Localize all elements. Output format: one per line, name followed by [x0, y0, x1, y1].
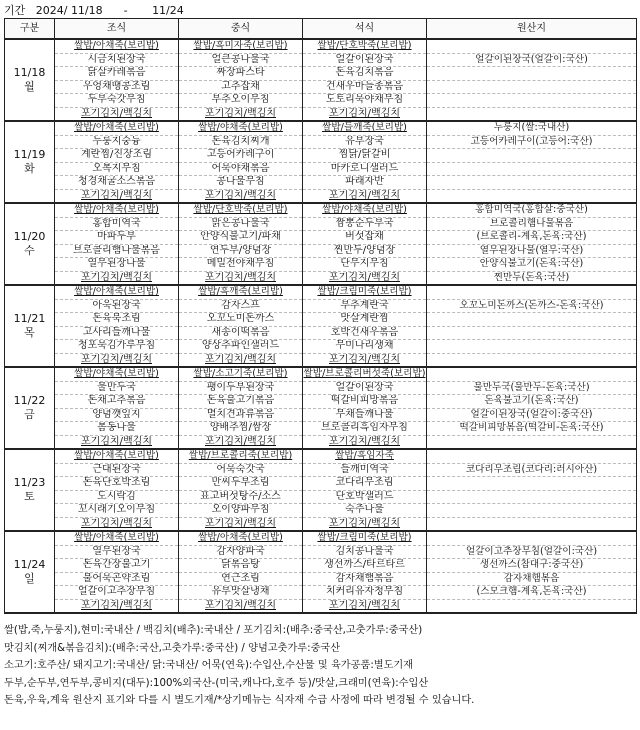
menu-cell: 쌀밥/야채죽(보리밥) — [303, 203, 427, 217]
table-row — [5, 326, 637, 340]
menu-cell: 만씨두부조림 — [179, 477, 303, 491]
menu-cell: 양상추파인샐러드 — [179, 340, 303, 354]
menu-cell: 양배추찜/쌈장 — [179, 422, 303, 436]
origin-cell: (브로콜리-계육,돈육:국산) — [427, 231, 637, 245]
menu-body — [5, 39, 637, 613]
table-row — [5, 408, 637, 422]
menu-cell: 파래자반 — [303, 176, 427, 190]
menu-cell: 콩나물무침 — [179, 176, 303, 190]
menu-cell: 우엉채땡콩조림 — [55, 80, 179, 94]
menu-cell: 쌀밥/크림미죽(보리밥) — [303, 285, 427, 299]
menu-cell: 메밀전야채무침 — [179, 258, 303, 272]
origin-cell: 누룽지(쌀:국내산) — [427, 121, 637, 135]
menu-cell: 누룽지숭늉 — [55, 135, 179, 149]
menu-cell: 포기김치/백김치 — [179, 517, 303, 531]
menu-cell: 도시락김 — [55, 490, 179, 504]
menu-cell: 쌀밥/야채죽(보리밥) — [179, 121, 303, 135]
menu-cell: 마파두부 — [55, 231, 179, 245]
table-row — [5, 599, 637, 613]
menu-cell: 코다리무조림 — [303, 477, 427, 491]
menu-cell: 오꼬노미돈까스 — [179, 313, 303, 327]
day-label: 11/20 수 — [5, 203, 55, 285]
origin-cell: 생선까스(참대구:중국산) — [427, 559, 637, 573]
menu-cell: 꼬시래기오이무침 — [55, 504, 179, 518]
menu-cell: 건새우마늘종볶음 — [303, 80, 427, 94]
origin-cell — [427, 313, 637, 327]
origin-cell — [427, 94, 637, 108]
menu-cell: 물만두국 — [55, 381, 179, 395]
origin-cell — [427, 39, 637, 53]
table-row — [5, 449, 637, 463]
column-header: 석식 — [303, 19, 427, 40]
table-row — [5, 545, 637, 559]
day-label: 11/23 토 — [5, 449, 55, 531]
menu-cell: 부추오이무침 — [179, 94, 303, 108]
menu-cell: 들깨미역국 — [303, 463, 427, 477]
menu-cell: 찐만두/양념장 — [303, 244, 427, 258]
menu-cell: 도토리묵야채무침 — [303, 94, 427, 108]
table-row — [5, 395, 637, 409]
table-row — [5, 504, 637, 518]
menu-cell: 맛살계란찜 — [303, 313, 427, 327]
table-row — [5, 422, 637, 436]
menu-cell: 쌀밥/아채죽(보리밥) — [55, 285, 179, 299]
menu-cell: 쌀밥/아채죽(보리밥) — [55, 39, 179, 53]
menu-cell: 멸치견과류볶음 — [179, 408, 303, 422]
menu-cell: 고사리들깨나물 — [55, 326, 179, 340]
menu-cell: 치커리유자청무침 — [303, 586, 427, 600]
menu-cell: 감자양파국 — [179, 545, 303, 559]
menu-cell: 불어묵곤약조림 — [55, 572, 179, 586]
origin-cell: 돈육불고기(돈육:국산) — [427, 395, 637, 409]
table-row — [5, 586, 637, 600]
menu-cell: 브로콜리햄나물볶음 — [55, 244, 179, 258]
table-row — [5, 203, 637, 217]
menu-cell: 짜장파스타 — [179, 67, 303, 81]
origin-cell: (스모크햄-계육,돈육:국산) — [427, 586, 637, 600]
table-row — [5, 80, 637, 94]
origin-cell: 오꼬노미돈까스(돈까스-돈육:국산) — [427, 299, 637, 313]
note-line: 두부,순두부,연두부,콩비지(대두):100%외국산-(미국,캐나다,호주 등)/맛살,크래미(연육):수입산 — [4, 677, 429, 689]
table-row — [5, 271, 637, 285]
table-row — [5, 231, 637, 245]
menu-cell: 감자채햄볶음 — [303, 572, 427, 586]
menu-cell: 쌀밥/단호박죽(보리밥) — [303, 39, 427, 53]
origin-cell: 감자채햄볶음 — [427, 572, 637, 586]
menu-cell: 포기김치/백김치 — [179, 189, 303, 203]
menu-cell: 쌀밥/야채죽(보리밥) — [55, 367, 179, 381]
table-row — [5, 94, 637, 108]
menu-cell: 쌀밥/아채죽(보리밥) — [179, 531, 303, 545]
menu-cell: 봄동나물 — [55, 422, 179, 436]
menu-cell: 포기김치/백김치 — [55, 271, 179, 285]
origin-cell: 찐만두(돈육:국산) — [427, 271, 637, 285]
period-label: 기간 2024/ 11/18 - 11/24 — [4, 4, 184, 17]
origin-cell — [427, 599, 637, 613]
menu-cell: 얼갈이된장국 — [303, 53, 427, 67]
menu-cell: 돈육김치찌개 — [179, 135, 303, 149]
table-row — [5, 258, 637, 272]
menu-cell: 열무된장국 — [55, 545, 179, 559]
table-row — [5, 176, 637, 190]
table-row — [5, 244, 637, 258]
origin-cell — [427, 517, 637, 531]
menu-cell: 브로콜리흑임자무침 — [303, 422, 427, 436]
column-header: 원산지 — [427, 19, 637, 40]
menu-cell: 쌀밥/브로콜리버섯죽(보리밥) — [303, 368, 426, 380]
menu-cell: 연근조림 — [179, 572, 303, 586]
day-label: 11/18 월 — [5, 39, 55, 121]
menu-cell: 포기김치/백김치 — [179, 599, 303, 613]
menu-cell: 연두부/양념장 — [179, 244, 303, 258]
origin-cell: 안양식불고기(돈육:국산) — [427, 258, 637, 272]
menu-cell: 포기김치/백김치 — [55, 353, 179, 367]
origin-cell: 얼갈이된장국(얼갈이:중국산) — [427, 408, 637, 422]
menu-cell: 시금치된장국 — [55, 53, 179, 67]
menu-cell: 두부숙갓무침 — [55, 94, 179, 108]
origin-cell — [427, 67, 637, 81]
day-label: 11/22 금 — [5, 367, 55, 449]
menu-cell: 무채들깨나물 — [303, 408, 427, 422]
menu-cell: 팽이두부된장국 — [179, 381, 303, 395]
origin-cell — [427, 504, 637, 518]
column-header: 조식 — [55, 19, 179, 40]
menu-cell: 얼갈이된장국 — [303, 381, 427, 395]
table-header-row — [5, 19, 637, 40]
origin-cell: 떡갈비피망볶음(떡갈비-돈육:국산) — [427, 422, 637, 436]
menu-cell: 포기김치/백김치 — [55, 189, 179, 203]
menu-cell: 포기김치/백김치 — [55, 107, 179, 121]
table-row — [5, 121, 637, 135]
menu-cell: 닭살카레볶음 — [55, 67, 179, 81]
menu-cell: 포기김치/백김치 — [303, 189, 427, 203]
table-row — [5, 189, 637, 203]
origin-cell — [427, 531, 637, 545]
menu-cell: 어묵야채볶음 — [179, 162, 303, 176]
origin-cell — [427, 80, 637, 94]
table-row — [5, 162, 637, 176]
menu-cell: 청경채굴소스볶음 — [55, 176, 179, 190]
menu-cell: 돈육북조림 — [55, 313, 179, 327]
origin-cell — [427, 367, 637, 381]
origin-cell: 얼갈이된장국(얼갈이:국산) — [427, 53, 637, 67]
menu-cell: 맑은콩나물국 — [179, 217, 303, 231]
table-row — [5, 340, 637, 354]
menu-cell: 얼큰콩나물국 — [179, 53, 303, 67]
menu-cell: 닭볶음탕 — [179, 559, 303, 573]
origin-cell: 물만두국(물만두-돈육:국산) — [427, 381, 637, 395]
origin-cell — [427, 477, 637, 491]
menu-cell: 오이양파무침 — [179, 504, 303, 518]
menu-cell: 계란찜/진장조림 — [55, 149, 179, 163]
menu-cell: 포기김치/백김치 — [179, 353, 303, 367]
menu-cell: 포기김치/백김치 — [303, 353, 427, 367]
table-row — [5, 135, 637, 149]
menu-cell: 유부장국 — [303, 135, 427, 149]
table-row — [5, 217, 637, 231]
origin-cell — [427, 353, 637, 367]
menu-cell: 포기김치/백김치 — [55, 435, 179, 449]
day-label: 11/19 화 — [5, 121, 55, 203]
table-row — [5, 53, 637, 67]
table-row — [5, 353, 637, 367]
table-row — [5, 285, 637, 299]
menu-cell: 돈육간장불고기 — [55, 559, 179, 573]
origin-cell: 브로콜리햄나물볶음 — [427, 217, 637, 231]
menu-cell: 쌀밥/브로콜리죽(보리밥) — [179, 449, 303, 463]
origin-cell — [427, 435, 637, 449]
menu-cell: 양념깻잎지 — [55, 408, 179, 422]
note-line: 소고기:호주산/ 돼지고기:국내산/ 닭:국내산/ 어묵(연육):수입산,수산물 및 육가공품:별도기재 — [4, 660, 414, 671]
origin-cell: 고등어카레구이(고등어:국산) — [427, 135, 637, 149]
table-row — [5, 517, 637, 531]
menu-table — [4, 18, 637, 614]
menu-cell: 쌀밥/흑임자죽 — [303, 449, 427, 463]
notes — [4, 622, 636, 710]
menu-cell: 단무지무침 — [303, 258, 427, 272]
table-row — [5, 463, 637, 477]
menu-cell: 생선까스/타르타르 — [303, 559, 427, 573]
table-row — [5, 313, 637, 327]
origin-cell — [427, 162, 637, 176]
table-row — [5, 490, 637, 504]
menu-cell: 포기김치/백김치 — [303, 435, 427, 449]
table-row — [5, 67, 637, 81]
menu-cell: 돈육김치볶음 — [303, 67, 427, 81]
table-row — [5, 367, 637, 381]
origin-cell: 코다리무조림(코다리:러시아산) — [427, 463, 637, 477]
menu-cell: 오복지무침 — [55, 162, 179, 176]
menu-cell: 유부맛살냉채 — [179, 586, 303, 600]
origin-cell — [427, 490, 637, 504]
menu-cell: 새송이떡볶음 — [179, 326, 303, 340]
menu-cell: 포기김치/백김치 — [55, 517, 179, 531]
menu-cell: 표고버섯탕수/소스 — [179, 490, 303, 504]
menu-cell: 포기김치/백김치 — [179, 435, 303, 449]
menu-cell: 고추잡채 — [179, 80, 303, 94]
menu-cell: 쌀밥/크림미죽(보리밥) — [303, 531, 427, 545]
table-row — [5, 572, 637, 586]
menu-cell: 쌀밥/단호박죽(보리밥) — [179, 203, 303, 217]
table-row — [5, 107, 637, 121]
menu-cell: 돈육단호박조림 — [55, 477, 179, 491]
menu-cell: 부추계란국 — [303, 299, 427, 313]
menu-cell: 청포묵김가루무침 — [55, 340, 179, 354]
table-row — [5, 149, 637, 163]
origin-cell — [427, 285, 637, 299]
origin-cell — [427, 176, 637, 190]
note-line: 맛김치(찌개&볶음김치):(배추:국산,고춧가루:중국산) / 양념고춧가루:중국산 — [4, 642, 341, 654]
column-header: 중식 — [179, 19, 303, 40]
origin-cell — [427, 107, 637, 121]
menu-cell: 쌀밥/아채죽(보리밥) — [55, 121, 179, 135]
menu-cell: 얼갈이고추장무침 — [55, 586, 179, 600]
menu-cell: 호박건새우볶음 — [303, 326, 427, 340]
origin-cell — [427, 340, 637, 354]
menu-cell: 쌀밥/흑깨죽(보리밥) — [179, 285, 303, 299]
menu-cell: 마카로니샐러드 — [303, 162, 427, 176]
menu-cell: 포기김치/백김치 — [303, 599, 427, 613]
menu-cell: 감자스프 — [179, 299, 303, 313]
origin-cell — [427, 149, 637, 163]
menu-cell: 아욱된장국 — [55, 299, 179, 313]
menu-cell: 단호박샐러드 — [303, 490, 427, 504]
menu-cell: 김치콩나물국 — [303, 545, 427, 559]
menu-cell: 포기김치/백김치 — [179, 271, 303, 285]
menu-cell: 쌀밥/아채죽(보리밥) — [55, 449, 179, 463]
origin-cell — [427, 326, 637, 340]
menu-cell: 포기김치/백김치 — [55, 599, 179, 613]
menu-cell: 포기김치/백김치 — [303, 107, 427, 121]
menu-cell: 포기김치/백김치 — [303, 517, 427, 531]
menu-cell: 떡갈비피망볶음 — [303, 395, 427, 409]
note-line: 쌀(밥,죽,누룽지),현미:국내산 / 백김치(배추):국내산 / 포기김치:(배추:중국산,고춧가루:중국산) — [4, 625, 423, 636]
menu-cell: 쌀밥/흑미자죽(보리밥) — [179, 39, 303, 53]
menu-cell: 돈채고추볶음 — [55, 395, 179, 409]
menu-cell: 홍합미역국 — [55, 217, 179, 231]
table-row — [5, 477, 637, 491]
day-label: 11/21 목 — [5, 285, 55, 367]
table-row — [5, 435, 637, 449]
origin-cell — [427, 449, 637, 463]
menu-cell: 버섯잡채 — [303, 231, 427, 245]
menu-cell: 찜닭/닭갈비 — [303, 149, 427, 163]
note-line: 돈육,우육,계육 원산지 표기와 다를 시 별도기재/*상기메뉴는 식자재 수급 사정에 따라 변경될 수 있습니다. — [4, 695, 475, 706]
menu-cell: 돈육불고기볶음 — [179, 395, 303, 409]
table-row — [5, 531, 637, 545]
menu-cell: 짬뽕순두부국 — [303, 217, 427, 231]
menu-cell: 쌀밥/소고기죽(보리밥) — [179, 367, 303, 381]
menu-cell: 숙주나물 — [303, 504, 427, 518]
menu-cell: 어묵숙갓국 — [179, 463, 303, 477]
origin-cell: 열무된장나물(열무:국산) — [427, 244, 637, 258]
table-row — [5, 299, 637, 313]
menu-cell: 무미나리생채 — [303, 340, 427, 354]
menu-cell: 안양식불고기/파채 — [179, 231, 303, 245]
table-row — [5, 381, 637, 395]
origin-cell: 홍합미역국(홍합살:중국산) — [427, 203, 637, 217]
origin-cell: 얼갈이고추장무침(얼갈이:국산) — [427, 545, 637, 559]
menu-cell: 포기김치/백김치 — [303, 271, 427, 285]
menu-cell: 쌀밥/아채죽(보리밥) — [55, 531, 179, 545]
menu-cell: 고등어카레구이 — [179, 149, 303, 163]
menu-cell: 열무된장나물 — [55, 258, 179, 272]
menu-cell: 포기김치/백김치 — [179, 107, 303, 121]
menu-cell: 쌀밥/아채죽(보리밥) — [55, 203, 179, 217]
column-header: 구분 — [5, 19, 55, 40]
menu-cell: 쌀밥/들깨죽(보리밥) — [303, 121, 427, 135]
table-row — [5, 39, 637, 53]
origin-cell — [427, 189, 637, 203]
day-label: 11/24 일 — [5, 531, 55, 613]
menu-cell: 근대된장국 — [55, 463, 179, 477]
table-row — [5, 559, 637, 573]
